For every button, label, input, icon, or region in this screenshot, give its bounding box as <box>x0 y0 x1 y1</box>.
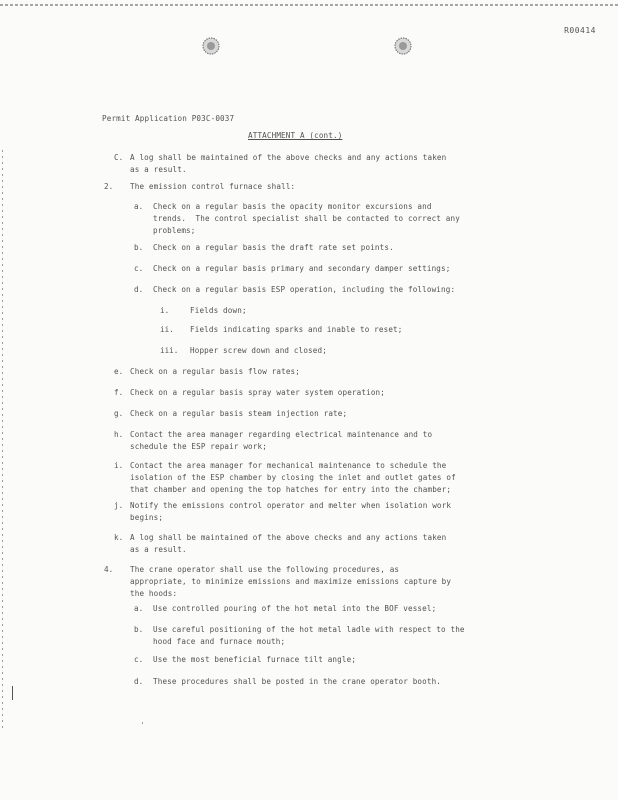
subitem-marker: g. <box>114 409 124 418</box>
scan-edge-mark <box>12 686 13 700</box>
item-marker: 4. <box>104 565 114 574</box>
subitem-marker: j. <box>114 501 124 510</box>
attachment-heading: ATTACHMENT A (cont.) <box>248 131 343 140</box>
subitem-text: Notify the emissions control operator and melter when isolation work begins; <box>130 501 452 522</box>
roman-marker: i. <box>160 306 170 315</box>
punch-hole-icon <box>201 36 221 56</box>
subitem-text: Use careful positioning of the hot metal ladle with respect to the hood face and furnace mouth; <box>153 625 465 646</box>
subitem-marker: d. <box>134 285 144 294</box>
subitem-text: A log shall be maintained of the above checks and any actions taken as a result. <box>130 533 447 554</box>
roman-text: Fields indicating sparks and inable to reset; <box>190 325 403 334</box>
subitem-text: Contact the area manager for mechanical maintenance to schedule the isolation of the ESP chamber by closing the inlet and outlet gates of that chamber and opening the top hatches for entry into the chamber; <box>130 461 456 494</box>
item-text: A log shall be maintained of the above checks and any actions taken as a result. <box>130 153 447 174</box>
punch-hole-icon <box>393 36 413 56</box>
subitem-text: These procedures shall be posted in the crane operator booth. <box>153 677 442 686</box>
subitem-text: Contact the area manager regarding electrical maintenance and to schedule the ESP repair work; <box>130 430 433 451</box>
roman-text: Hopper screw down and closed; <box>190 346 327 355</box>
subitem-marker: b. <box>134 625 144 634</box>
subitem-marker: f. <box>114 388 124 397</box>
document-id: R00414 <box>564 26 596 35</box>
item-text: The crane operator shall use the following procedures, as appropriate, to minimize emissions and maximize emissions capture by the hoods: <box>130 565 452 598</box>
item-marker: C. <box>114 153 124 162</box>
subitem-marker: h. <box>114 430 124 439</box>
item-marker: 2. <box>104 182 114 191</box>
subitem-text: Check on a regular basis ESP operation, including the following: <box>153 285 456 294</box>
subitem-marker: d. <box>134 677 144 686</box>
item-text: The emission control furnace shall: <box>130 182 296 191</box>
subitem-marker: b. <box>134 243 144 252</box>
subitem-text: Use the most beneficial furnace tilt angle; <box>153 655 357 664</box>
roman-marker: ii. <box>160 325 174 334</box>
subitem-marker: c. <box>134 655 144 664</box>
subitem-text: Check on a regular basis the opacity monitor excursions and trends. The control specialist shall be contacted to correct any problems; <box>153 202 460 235</box>
scan-top-edge <box>0 4 618 6</box>
subitem-text: Check on a regular basis the draft rate set points. <box>153 243 394 252</box>
subitem-text: Check on a regular basis steam injection rate; <box>130 409 348 418</box>
subitem-text: Check on a regular basis spray water system operation; <box>130 388 385 397</box>
subitem-text: Use controlled pouring of the hot metal into the BOF vessel; <box>153 604 437 613</box>
scan-left-edge <box>2 150 3 730</box>
permit-reference: Permit Application P03C-0037 <box>102 114 235 123</box>
subitem-text: Check on a regular basis flow rates; <box>130 367 300 376</box>
subitem-marker: i. <box>114 461 124 470</box>
subitem-text: Check on a regular basis primary and secondary damper settings; <box>153 264 451 273</box>
footer-mark: ' <box>140 721 145 730</box>
roman-marker: iii. <box>160 346 179 355</box>
subitem-marker: a. <box>134 604 144 613</box>
roman-text: Fields down; <box>190 306 247 315</box>
subitem-marker: k. <box>114 533 124 542</box>
subitem-marker: c. <box>134 264 144 273</box>
subitem-marker: a. <box>134 202 144 211</box>
subitem-marker: e. <box>114 367 124 376</box>
